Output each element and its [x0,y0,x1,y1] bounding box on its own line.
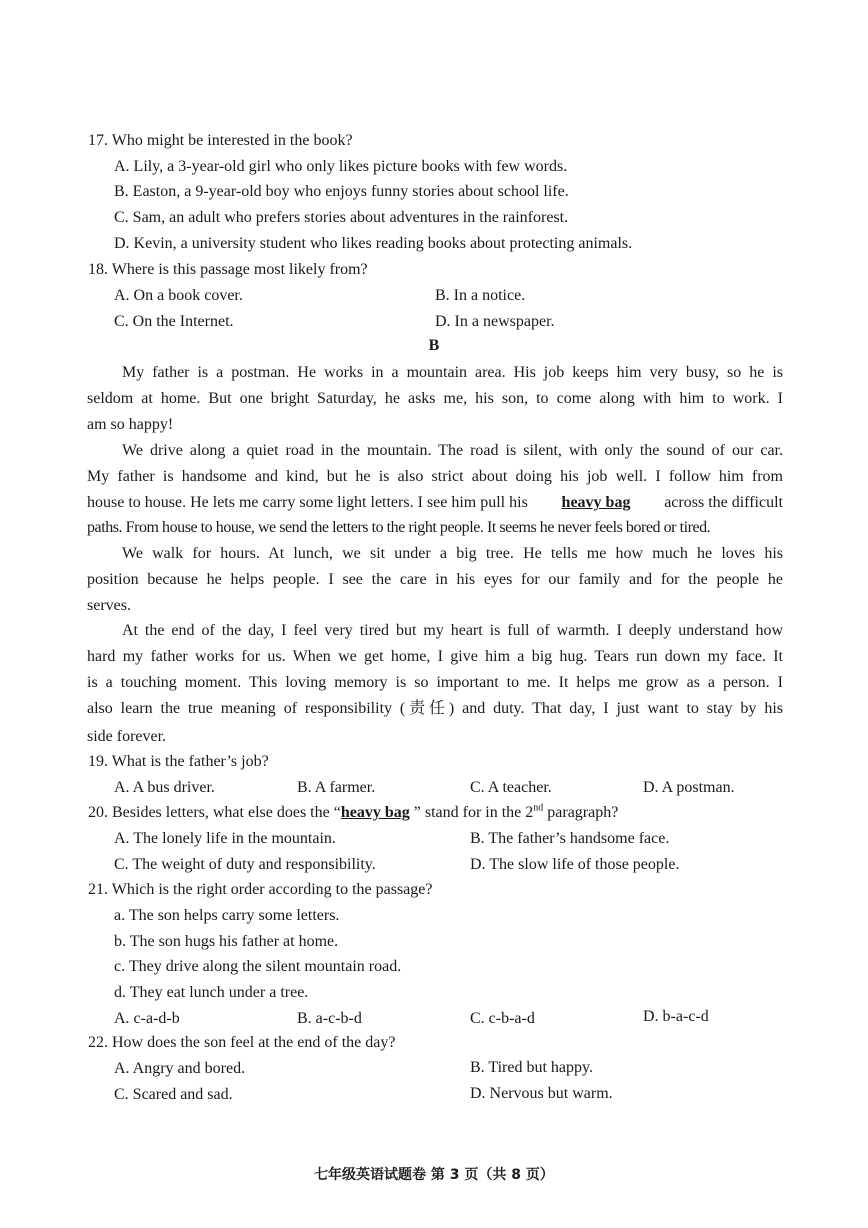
q17-option-a: A. Lily, a 3-year-old girl who only likes picture books with few words. [114,158,568,175]
q18-option-a: A. On a book cover. [114,287,243,304]
q21-item-c: c. They drive along the silent mountain road. [114,958,402,975]
q18-option-b: B. In a notice. [435,287,526,304]
passage-p2-line3-text-a: house to house. He lets me carry some light letters. I see him pull his [87,494,528,511]
passage-p4-line1: At the end of the day, I feel very tired but my heart is full of warmth. I deeply understand how [122,622,783,639]
q18-option-c: C. On the Internet. [114,313,234,330]
q17-option-d: D. Kevin, a university student who likes reading books about protecting animals. [114,235,633,252]
q21-option-d: D. b-a-c-d [643,1008,709,1025]
q21-option-a: A. c-a-d-b [114,1010,180,1027]
q21-item-d: d. They eat lunch under a tree. [114,984,309,1001]
passage-p2-line4: paths. From house to house, we send the letters to the right people. It seems he never feels bored or tired. [87,519,711,536]
q20-superscript: nd [533,802,544,814]
q20-option-a: A. The lonely life in the mountain. [114,830,336,847]
heavy-bag-highlight: heavy bag [561,494,631,511]
passage-p4-line5: side forever. [87,728,167,745]
q20-heavy-bag: heavy bag [340,804,410,821]
q22-option-c: C. Scared and sad. [114,1086,233,1103]
q20-stem-mid: ” stand for in the 2 [409,804,534,821]
q21-item-b: b. The son hugs his father at home. [114,933,339,950]
passage-p1-line2: seldom at home. But one bright Saturday, he asks me, his son, to come along with him to work. I [87,390,783,407]
q20-stem [88,800,788,826]
q19-option-d: D. A postman. [643,779,735,796]
passage-p1-line1: My father is a postman. He works in a mountain area. His job keeps him very busy, so he is [122,364,783,381]
q19-option-c: C. A teacher. [470,779,552,796]
q17-option-c: C. Sam, an adult who prefers stories about adventures in the rainforest. [114,209,569,226]
q21-item-a: a. The son helps carry some letters. [114,907,340,924]
q17-option-b: B. Easton, a 9-year-old boy who enjoys funny stories about school life. [114,183,569,200]
passage-p3-line3: serves. [87,597,131,614]
passage-p4-line3: is a touching moment. This loving memory is so important to me. It helps me grow as a person. I [87,674,783,691]
q21-stem: 21. Which is the right order according to the passage? [88,881,433,898]
passage-p1-line3: am so happy! [87,416,174,433]
q22-option-a: A. Angry and bored. [114,1060,246,1077]
q20-option-d: D. The slow life of those people. [470,856,680,873]
q22-stem: 22. How does the son feel at the end of the day? [88,1034,396,1051]
passage-p4-line4: also learn the true meaning of responsibility (责任) and duty. That day, I just want to stay by his [87,700,783,717]
passage-p3-line2: position because he helps people. I see the care in his eyes for our family and for the people he [87,571,783,588]
q20-option-b: B. The father’s handsome face. [470,830,670,847]
q19-stem: 19. What is the father’s job? [88,753,269,770]
q18-stem: 18. Where is this passage most likely from? [88,261,368,278]
passage-p2-line1: We drive along a quiet road in the mountain. The road is silent, with only the sound of our car. [122,442,783,459]
passage-p2-line2: My father is handsome and kind, but he is also strict about doing his job well. I follow him from [87,468,783,485]
q20-option-c: C. The weight of duty and responsibility. [114,856,376,873]
q20-stem-post: paragraph? [543,804,619,821]
q19-option-a: A. A bus driver. [114,779,215,796]
q21-option-b: B. a-c-b-d [297,1010,362,1027]
passage-p4-line2: hard my father works for us. When we get home, I give him a big hug. Tears run down my face. It [87,648,783,665]
q22-option-b: B. Tired but happy. [470,1059,593,1076]
section-heading-b: B [428,337,440,354]
q18-option-d: D. In a newspaper. [435,313,555,330]
passage-p2-line3-text-b: across the difficult [664,494,783,511]
q20-stem-pre: 20. Besides letters, what else does the “ [88,804,341,821]
q21-option-c: C. c-b-a-d [470,1010,535,1027]
passage-p3-line1: We walk for hours. At lunch, we sit under a big tree. He tells me how much he loves his [122,545,783,562]
passage-p2-line3 [87,490,783,516]
q22-option-d: D. Nervous but warm. [470,1085,613,1102]
page-footer: 七年级英语试题卷 第 3 页（共 8 页） [314,1167,554,1183]
q19-option-b: B. A farmer. [297,779,376,796]
q17-stem: 17. Who might be interested in the book? [88,132,353,149]
